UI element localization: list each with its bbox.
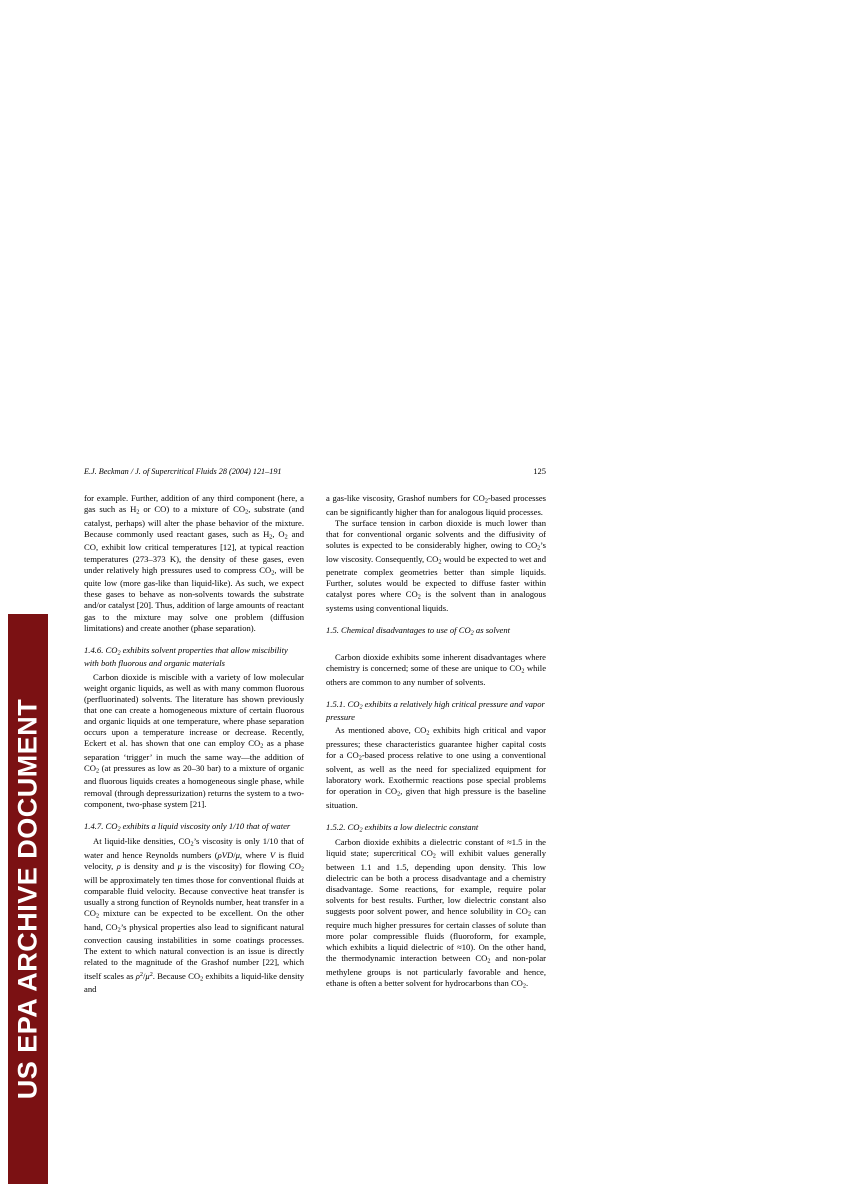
left-column [84,493,304,995]
right-column [326,493,546,995]
paragraph: As mentioned above, $CO_2$ exhibits high critical and vapor pressures; these characteristics guarantee higher capital costs for a $CO_2$-based process relative to one using a conventional solvent, as well as the need for specialized equipment for laboratory work. Exothermic reactions pose special problems for operation in $CO_2$, given that high pressure is the baseline situation. [326,725,546,810]
archive-banner-label: US EPA ARCHIVE DOCUMENT [12,698,43,1100]
page-content [84,466,546,995]
paragraph: At liquid-like densities, $CO_2’s$ viscosity is only 1/10 that of water and hence Reynolds numbers (ρVD/μ, where V is fluid velocity, ρ is density and μ is the viscosity) for flowing $CO_2$ will be approximately ten times those for conventional fluids at comparable fluid velocity. Because convective heat transfer is usually a strong function of Reynolds number, heat transfer in a $CO_2$ mixture can be expected to be excellent. On the other hand, $CO_2’s$ physical properties also lead to significant natural convection causing instabilities in some coatings processes. The extent to which natural convection is an issue is directly related to the magnitude of the Grashof number [22], which itself scales as $\rho^2/\mu^2$. Because $CO_2$ exhibits a liquid-like density and [84,836,305,994]
section-heading-1-4-7: 1.4.7. $CO_2$ exhibits a liquid viscosity only 1/10 that of water [84,820,291,833]
paragraph: Carbon dioxide is miscible with a variety of low molecular weight organic liquids, as well as with many common fluorous (perfluorinated) solvents. The literature has shown previously that one can create a homogeneous mixture of certain fluorous and organic liquids at one temperature, where phase separation occurs upon a temperature increase or decrease. Recently, Eckert et al. has shown that one can employ $CO_2$ as a phase separation ‘trigger’ in much the same way—the addition of $CO_2$ (at pressures as low as 20–30 bar) to a mixture of organic and fluorous liquids creates a homogeneous single phase, while removal (through depressurization) returns the system to a two-component, two-phase system [21]. [84,671,304,809]
two-column-body [84,493,546,995]
paragraph: Carbon dioxide exhibits some inherent disadvantages where chemistry is concerned; some of these are unique to $CO_2$ while others are common to any number of solvents. [326,651,547,687]
running-head [84,466,546,476]
page-number: 125 [533,466,546,476]
section-heading-1-4-6: 1.4.6. $CO_2$ exhibits solvent properties that allow miscibility with both fluorous and organic materials [84,644,288,669]
paragraph: Carbon dioxide exhibits a dielectric constant of ≈1.5 in the liquid state; supercritical $CO_2$ will exhibit values generally between 1.1 and 1.5, depending upon density. This low dielectric can be both a process disadvantage and a chemistry disadvantage. Some reactions, for example, require polar solvents for best results. Further, low dielectric constant also suggests poor solvent power, and hence solubility in $CO_2$ can require much higher pressures for certain classes of solute than more polar compressible fluids (fluoroform, for example, which exhibits a liquid dielectric of ≈10). On the other hand, the thermodynamic interaction between $CO_2$ and non-polar methylene groups is not particularly favorable and hence, ethane is often a better solvent for hydrocarbons than $CO_2$. [326,837,547,990]
section-heading-1-5-1: 1.5.1. $CO_2$ exhibits a relatively high critical pressure and vapor pressure [326,698,545,723]
paragraph: The surface tension in carbon dioxide is much lower than that for conventional organic solvents and the diffusivity of solutes is expected to be considerably higher, owing to $CO_2’s$ low viscosity. Consequently, $CO_2$ would be expected to wet and penetrate complex geometries better than simple liquids. Further, solutes would be expected to diffuse faster within catalyst pores where $CO_2$ is the solvent than in analogous systems using conventional liquids. [326,517,546,614]
section-heading-1-5-2: 1.5.2. $CO_2$ exhibits a low dielectric constant [326,821,479,834]
archive-banner [8,614,48,1184]
spacer [326,641,546,652]
running-head-citation: E.J. Beckman / J. of Supercritical Fluids 28 (2004) 121–191 [84,467,282,476]
paragraph: a gas-like viscosity, Grashof numbers for $CO_2$-based processes can be significantly higher than for analogous liquid processes. [326,493,546,517]
section-heading-1-5: 1.5. Chemical disadvantages to use of $CO_2$ as solvent [326,625,511,637]
paragraph: for example. Further, addition of any third component (here, a gas such as $H_2$ or CO) to a mixture of $CO_2$, substrate (and catalyst, perhaps) will alter the phase behavior of the mixture. Because commonly used reactant gases, such as $H_2$, $O_2$ and CO, exhibit low critical temperatures [12], at typical reaction temperatures (273–373 K), the density of these gases, even under relatively high pressures used to compress $CO_2$, will be quite low (more gas-like than liquid-like). As such, we expect these gases to behave as non-solvents towards the substrate and/or catalyst [20]. Thus, addition of large amounts of reactant gas to the mixture may solve one problem (diffusion limitations) and create another (phase separation). [84,493,304,633]
